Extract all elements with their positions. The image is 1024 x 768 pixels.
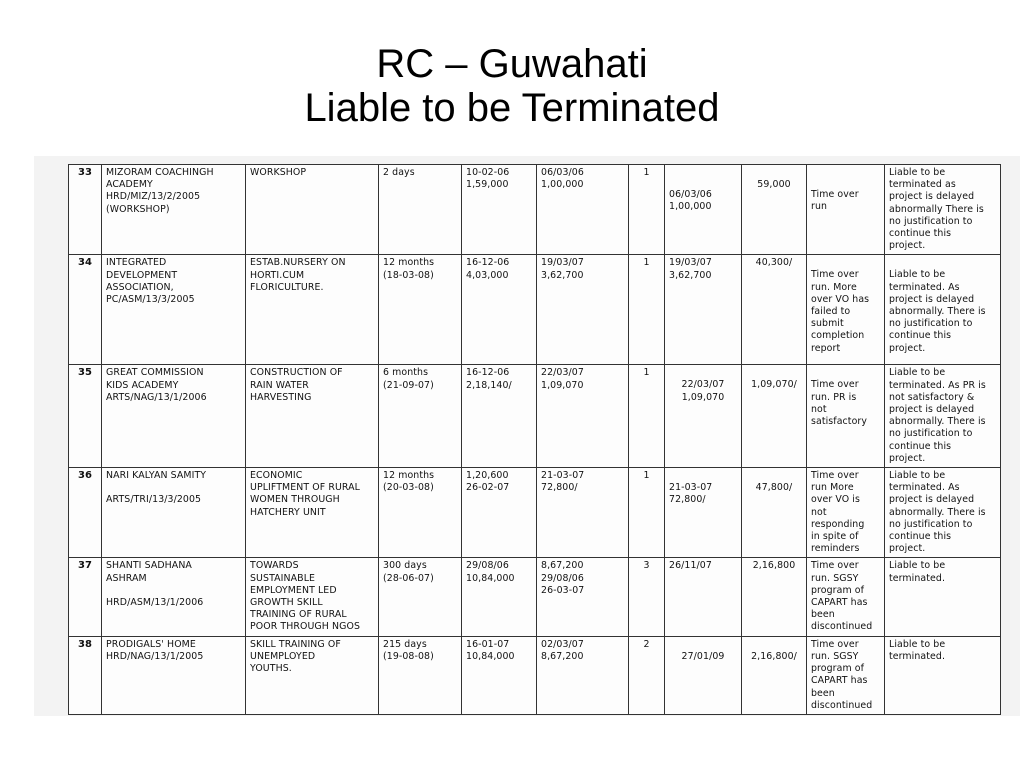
- title-line-2: Liable to be Terminated: [304, 86, 720, 130]
- table-row: [69, 558, 1001, 636]
- balance-cell: 2,16,800: [742, 558, 807, 636]
- status-cell: Time over run. More over VO has failed to submit completion report: [807, 255, 885, 365]
- status-cell: Time over run. SGSY program of CAPART has been discontinued: [807, 558, 885, 636]
- project-cell: ESTAB.NURSERY ON HORTI.CUM FLORICULTURE.: [246, 255, 379, 365]
- release-cell: 21-03-07 72,800/: [537, 468, 629, 558]
- sanction-cell: 29/08/06 10,84,000: [462, 558, 537, 636]
- remarks-cell: Liable to be terminated. As project is delayed abnormally. There is no justification to continue this project.: [885, 255, 1001, 365]
- duration-cell: 12 months (20-03-08): [379, 468, 462, 558]
- table-row: [69, 636, 1001, 714]
- uc-cell: 22/03/07 1,09,070: [665, 365, 742, 468]
- serial-number: 33: [69, 165, 102, 255]
- duration-cell: 2 days: [379, 165, 462, 255]
- organisation-cell: MIZORAM COACHINGH ACADEMY HRD/MIZ/13/2/2005 (WORKSHOP): [102, 165, 246, 255]
- uc-cell: 26/11/07: [665, 558, 742, 636]
- uc-cell: 19/03/07 3,62,700: [665, 255, 742, 365]
- sanction-cell: 10-02-06 1,59,000: [462, 165, 537, 255]
- projects-table: [68, 164, 1001, 715]
- status-cell: Time over run. PR is not satisfactory: [807, 365, 885, 468]
- installment-cell: 2: [629, 636, 665, 714]
- release-cell: 8,67,200 29/08/06 26-03-07: [537, 558, 629, 636]
- slide-title: [0, 42, 1024, 130]
- table-row: [69, 165, 1001, 255]
- serial-number: 36: [69, 468, 102, 558]
- duration-cell: 215 days (19-08-08): [379, 636, 462, 714]
- release-cell: 19/03/07 3,62,700: [537, 255, 629, 365]
- title-line-1: RC – Guwahati: [376, 42, 648, 86]
- sanction-cell: 1,20,600 26-02-07: [462, 468, 537, 558]
- organisation-cell: SHANTI SADHANA ASHRAM HRD/ASM/13/1/2006: [102, 558, 246, 636]
- duration-cell: 6 months (21-09-07): [379, 365, 462, 468]
- installment-cell: 3: [629, 558, 665, 636]
- project-cell: TOWARDS SUSTAINABLE EMPLOYMENT LED GROWTH SKILL TRAINING OF RURAL POOR THROUGH NGOS: [246, 558, 379, 636]
- table-row: [69, 468, 1001, 558]
- status-cell: Time over run More over VO is not responding in spite of reminders: [807, 468, 885, 558]
- duration-cell: 12 months (18-03-08): [379, 255, 462, 365]
- balance-cell: 47,800/: [742, 468, 807, 558]
- installment-cell: 1: [629, 165, 665, 255]
- organisation-cell: INTEGRATED DEVELOPMENT ASSOCIATION, PC/ASM/13/3/2005: [102, 255, 246, 365]
- duration-cell: 300 days (28-06-07): [379, 558, 462, 636]
- uc-cell: 06/03/06 1,00,000: [665, 165, 742, 255]
- remarks-cell: Liable to be terminated as project is delayed abnormally There is no justification to continue this project.: [885, 165, 1001, 255]
- sanction-cell: 16-01-07 10,84,000: [462, 636, 537, 714]
- organisation-cell: PRODIGALS' HOME HRD/NAG/13/1/2005: [102, 636, 246, 714]
- remarks-cell: Liable to be terminated.: [885, 558, 1001, 636]
- installment-cell: 1: [629, 255, 665, 365]
- project-cell: SKILL TRAINING OF UNEMPLOYED YOUTHS.: [246, 636, 379, 714]
- balance-cell: 2,16,800/: [742, 636, 807, 714]
- sanction-cell: 16-12-06 2,18,140/: [462, 365, 537, 468]
- release-cell: 22/03/07 1,09,070: [537, 365, 629, 468]
- uc-cell: 27/01/09: [665, 636, 742, 714]
- remarks-cell: Liable to be terminated.: [885, 636, 1001, 714]
- sanction-cell: 16-12-06 4,03,000: [462, 255, 537, 365]
- release-cell: 02/03/07 8,67,200: [537, 636, 629, 714]
- remarks-cell: Liable to be terminated. As PR is not satisfactory & project is delayed abnormally. There is no justification to continue this project.: [885, 365, 1001, 468]
- project-cell: CONSTRUCTION OF RAIN WATER HARVESTING: [246, 365, 379, 468]
- serial-number: 37: [69, 558, 102, 636]
- organisation-cell: GREAT COMMISSION KIDS ACADEMY ARTS/NAG/13/1/2006: [102, 365, 246, 468]
- balance-cell: 40,300/: [742, 255, 807, 365]
- organisation-cell: NARI KALYAN SAMITY ARTS/TRI/13/3/2005: [102, 468, 246, 558]
- serial-number: 35: [69, 365, 102, 468]
- installment-cell: 1: [629, 365, 665, 468]
- balance-cell: 1,09,070/: [742, 365, 807, 468]
- status-cell: Time over run: [807, 165, 885, 255]
- project-cell: WORKSHOP: [246, 165, 379, 255]
- release-cell: 06/03/06 1,00,000: [537, 165, 629, 255]
- installment-cell: 1: [629, 468, 665, 558]
- table-row: [69, 365, 1001, 468]
- remarks-cell: Liable to be terminated. As project is delayed abnormally. There is no justification to continue this project.: [885, 468, 1001, 558]
- status-cell: Time over run. SGSY program of CAPART has been discontinued: [807, 636, 885, 714]
- project-cell: ECONOMIC UPLIFTMENT OF RURAL WOMEN THROUGH HATCHERY UNIT: [246, 468, 379, 558]
- serial-number: 34: [69, 255, 102, 365]
- serial-number: 38: [69, 636, 102, 714]
- table-row: [69, 255, 1001, 365]
- uc-cell: 21-03-07 72,800/: [665, 468, 742, 558]
- balance-cell: 59,000: [742, 165, 807, 255]
